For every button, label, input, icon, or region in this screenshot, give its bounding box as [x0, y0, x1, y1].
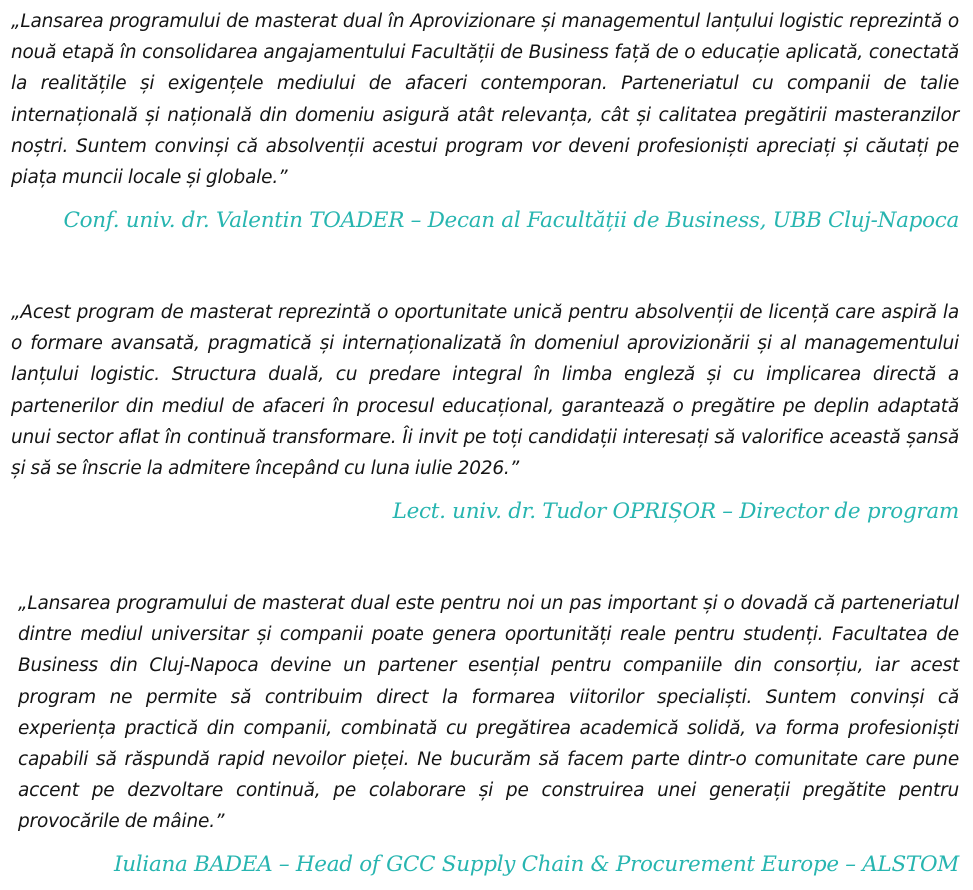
testimonial-quote-industry-partner: „Lansarea programului de masterat dual este pentru noi un pas important și o dovadă că parteneriatul dintre mediul universitar și companii poate genera oportunități reale pentru studenți. Facultatea de Business din Cluj-Napoca devine un partener esențial pentru companiile din consorțiu, iar acest program ne permite să contribuim direct la formarea viitorilor specialiști. Suntem convinși că experiența practică din companii, combinată cu pregătirea academică solidă, va forma profesioniști capabili să răspundă rapid nevoilor pieței. Ne bucurăm să facem parte dintr-o comunitate care pune accent pe dezvoltare continuă, pe colaborare și pe construirea unei generații pregătite pentru provocările de mâine.” [18, 593, 959, 833]
testimonial-quote-dean: „Lansarea programului de masterat dual în Aprovizionare și managementul lanțului logistic reprezintă o nouă etapă în consolidarea angajamentului Facultății de Business față de o educație aplicată, conectată la realitățile și exigențele mediului de afaceri contemporan. Parteneriatul cu companii de talie internațională și națională din domeniu asigură atât relevanța, cât și calitatea pregătirii masteranzilor noștri. Suntem convinși că absolvenții acestui program vor deveni profesioniști apreciați și căutați pe piața muncii locale și globale.” [11, 11, 959, 189]
testimonial-quote-program-director: „Acest program de masterat reprezintă o oportunitate unică pentru absolvenții de licență care aspiră la o formare avansată, pragmatică și internaționalizată în domeniul aprovizionării și al managementului lanțului logistic. Structura duală, cu predare integral în limba engleză și cu implicarea directă a partenerilor din mediul de afaceri în procesul educațional, garantează o pregătire pe deplin adaptată unui sector aflat în continuă transformare. Îi invit pe toți candidații interesați să valorifice această șansă și să se înscrie la admitere începând cu luna iulie 2026.” [11, 302, 959, 480]
testimonial-author-industry-partner: Iuliana BADEA – Head of GCC Supply Chain & Procurement Europe – ALSTOM [114, 852, 959, 877]
testimonial-author-dean: Conf. univ. dr. Valentin TOADER – Decan al Facultății de Business, UBB Cluj-Napoca [63, 208, 959, 233]
testimonial-author-program-director: Lect. univ. dr. Tudor OPRIȘOR – Director de program [392, 499, 959, 524]
